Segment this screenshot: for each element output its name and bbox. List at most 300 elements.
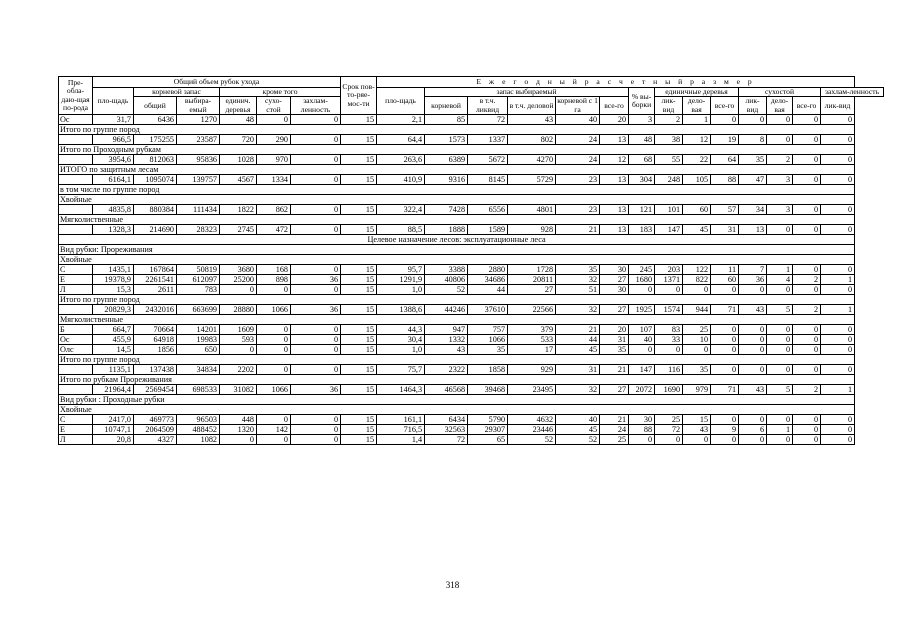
group-label: ИТОГО по защитным лесам: [59, 165, 855, 175]
group-label: в том числе по группе пород: [59, 185, 855, 195]
value-cell: 698533: [177, 385, 220, 395]
value-cell: 1291,9: [377, 275, 425, 285]
value-cell: 0: [793, 425, 821, 435]
table-row: [59, 365, 884, 375]
value-cell: 22: [683, 155, 711, 165]
value-cell: 31,7: [93, 115, 134, 125]
value-cell: 0: [655, 345, 683, 355]
species-cell: Олс: [59, 345, 93, 355]
value-cell: 0: [767, 415, 793, 425]
value-cell: 147: [655, 225, 683, 235]
value-cell: 812063: [134, 155, 177, 165]
value-cell: 0: [793, 325, 821, 335]
value-cell: 2745: [220, 225, 257, 235]
value-cell: 13: [600, 205, 629, 215]
value-cell: 40: [629, 335, 655, 345]
value-cell: 27: [508, 285, 556, 295]
value-cell: 0: [767, 285, 793, 295]
value-cell: 60: [711, 275, 739, 285]
value-cell: 64918: [134, 335, 177, 345]
value-cell: 40: [556, 115, 600, 125]
value-cell: 0: [821, 435, 855, 445]
table-row: [59, 285, 884, 295]
value-cell: 52: [508, 435, 556, 445]
value-cell: 0: [257, 365, 291, 375]
value-cell: 1332: [425, 335, 468, 345]
value-cell: 34: [739, 205, 767, 215]
value-cell: 75,7: [377, 365, 425, 375]
value-cell: 6436: [134, 115, 177, 125]
value-cell: 161,1: [377, 415, 425, 425]
header-litter: захлам-ленность: [821, 88, 884, 97]
table-row: [59, 115, 884, 125]
value-cell: 1589: [468, 225, 508, 235]
value-cell: 929: [508, 365, 556, 375]
value-cell: 2569454: [134, 385, 177, 395]
value-cell: 4567: [220, 175, 257, 185]
value-cell: 1,4: [377, 435, 425, 445]
value-cell: 43: [425, 345, 468, 355]
value-cell: 822: [683, 275, 711, 285]
value-cell: 31: [600, 335, 629, 345]
value-cell: 1858: [468, 365, 508, 375]
species-cell: С: [59, 415, 93, 425]
value-cell: 0: [257, 435, 291, 445]
value-cell: 121: [629, 205, 655, 215]
value-cell: 38: [655, 135, 683, 145]
forest-table-sheet: [58, 76, 884, 445]
value-cell: 15: [341, 225, 377, 235]
table-row: [59, 385, 884, 395]
value-cell: 36: [291, 305, 341, 315]
page-number: 318: [445, 580, 460, 590]
value-cell: 15: [341, 325, 377, 335]
group-label: Итого по группе пород: [59, 125, 855, 135]
value-cell: 22566: [508, 305, 556, 315]
value-cell: 10747,1: [93, 425, 134, 435]
value-cell: 2611: [134, 285, 177, 295]
value-cell: 35: [739, 155, 767, 165]
header-litter-liquid: лик-вид: [821, 97, 855, 115]
value-cell: 1: [821, 275, 855, 285]
value-cell: 14201: [177, 325, 220, 335]
header-single-all: все-го: [600, 97, 629, 115]
value-cell: 1,0: [377, 345, 425, 355]
section-label-row: [59, 405, 884, 415]
header-stock-removed: запас выбираемый: [425, 88, 629, 97]
value-cell: 72: [425, 435, 468, 445]
value-cell: 4: [767, 275, 793, 285]
value-cell: 5729: [508, 175, 556, 185]
value-cell: 1066: [257, 305, 291, 315]
value-cell: 248: [655, 175, 683, 185]
value-cell: 2: [767, 155, 793, 165]
species-cell: Ос: [59, 335, 93, 345]
value-cell: 13: [600, 135, 629, 145]
value-cell: 4835,8: [93, 205, 134, 215]
value-cell: 8145: [468, 175, 508, 185]
value-cell: 0: [767, 335, 793, 345]
value-cell: 88,5: [377, 225, 425, 235]
value-cell: 0: [821, 425, 855, 435]
value-cell: 0: [683, 285, 711, 295]
header-pct: % вы-борки: [629, 88, 655, 115]
value-cell: 1822: [220, 205, 257, 215]
table-row: [59, 305, 884, 315]
value-cell: 88: [711, 175, 739, 185]
value-cell: 263,6: [377, 155, 425, 165]
value-cell: 96503: [177, 415, 220, 425]
value-cell: 7: [739, 265, 767, 275]
value-cell: 0: [220, 285, 257, 295]
value-cell: 107: [629, 325, 655, 335]
value-cell: 139757: [177, 175, 220, 185]
value-cell: 0: [655, 285, 683, 295]
value-cell: 23587: [177, 135, 220, 145]
value-cell: 15: [341, 335, 377, 345]
value-cell: 0: [739, 365, 767, 375]
value-cell: 0: [821, 205, 855, 215]
value-cell: 1: [767, 265, 793, 275]
value-cell: 1028: [220, 155, 257, 165]
value-cell: 1435,1: [93, 265, 134, 275]
value-cell: 23495: [508, 385, 556, 395]
value-cell: 0: [821, 265, 855, 275]
value-cell: 2417,0: [93, 415, 134, 425]
value-cell: 245: [629, 265, 655, 275]
value-cell: 0: [821, 115, 855, 125]
value-cell: 21: [556, 325, 600, 335]
table-row: [59, 205, 884, 215]
species-cell: [59, 305, 93, 315]
value-cell: 488452: [177, 425, 220, 435]
value-cell: 15: [341, 365, 377, 375]
value-cell: 0: [739, 115, 767, 125]
value-cell: 0: [257, 345, 291, 355]
purpose-heading: Целевое назначение лесов: эксплуатационные леса: [59, 235, 855, 245]
value-cell: 83: [655, 325, 683, 335]
value-cell: 593: [220, 335, 257, 345]
value-cell: 0: [821, 345, 855, 355]
table-row: [59, 325, 884, 335]
value-cell: 0: [257, 415, 291, 425]
value-cell: 33: [655, 335, 683, 345]
value-cell: 966,5: [93, 135, 134, 145]
value-cell: 5: [767, 385, 793, 395]
value-cell: 95836: [177, 155, 220, 165]
value-cell: 8: [739, 135, 767, 145]
table-row: [59, 425, 884, 435]
header-litter-all: все-го: [793, 97, 821, 115]
value-cell: 13: [739, 225, 767, 235]
value-cell: 664,7: [93, 325, 134, 335]
value-cell: 0: [291, 365, 341, 375]
header-single-trees: единичные деревья: [655, 88, 739, 97]
value-cell: 122: [683, 265, 711, 275]
value-cell: 1: [821, 305, 855, 315]
value-cell: 3954,6: [93, 155, 134, 165]
table-row: [59, 415, 884, 425]
section-label-row: [59, 235, 884, 245]
value-cell: 0: [220, 345, 257, 355]
value-cell: 147: [629, 365, 655, 375]
value-cell: 0: [291, 225, 341, 235]
value-cell: 0: [291, 175, 341, 185]
value-cell: 48: [220, 115, 257, 125]
species-cell: [59, 175, 93, 185]
value-cell: 55: [655, 155, 683, 165]
value-cell: 2202: [220, 365, 257, 375]
value-cell: 0: [711, 435, 739, 445]
value-cell: 85: [425, 115, 468, 125]
value-cell: 1: [821, 385, 855, 395]
value-cell: 612097: [177, 275, 220, 285]
value-cell: 95,7: [377, 265, 425, 275]
value-cell: 0: [739, 435, 767, 445]
value-cell: 3: [767, 205, 793, 215]
value-cell: 6164,1: [93, 175, 134, 185]
group-label: Хвойные: [59, 255, 855, 265]
species-cell: Л: [59, 435, 93, 445]
value-cell: 6556: [468, 205, 508, 215]
value-cell: 0: [767, 365, 793, 375]
header-root-per-ha: корневой с 1 га: [557, 96, 598, 114]
value-cell: 1609: [220, 325, 257, 335]
value-cell: 1464,3: [377, 385, 425, 395]
value-cell: 2: [793, 275, 821, 285]
value-cell: 25: [600, 435, 629, 445]
value-cell: 29307: [468, 425, 508, 435]
value-cell: 25: [655, 415, 683, 425]
value-cell: 101: [655, 205, 683, 215]
value-cell: 31: [711, 225, 739, 235]
section-label-row: [59, 185, 884, 195]
value-cell: 15: [341, 285, 377, 295]
value-cell: 34686: [468, 275, 508, 285]
value-cell: 35: [600, 345, 629, 355]
value-cell: 2880: [468, 265, 508, 275]
value-cell: 0: [821, 155, 855, 165]
value-cell: 970: [257, 155, 291, 165]
header-littering: захлам-ленность: [291, 97, 341, 115]
value-cell: 304: [629, 175, 655, 185]
header-root2: корневой: [425, 97, 468, 115]
value-cell: 4801: [508, 205, 556, 215]
value-cell: 0: [291, 435, 341, 445]
value-cell: 44: [468, 285, 508, 295]
value-cell: 1574: [655, 305, 683, 315]
value-cell: 7428: [425, 205, 468, 215]
header-single: единич. деревья: [220, 97, 257, 115]
value-cell: 448: [220, 415, 257, 425]
value-cell: 0: [257, 325, 291, 335]
value-cell: 0: [739, 325, 767, 335]
value-cell: 0: [291, 135, 341, 145]
value-cell: 35: [468, 345, 508, 355]
value-cell: 0: [711, 335, 739, 345]
value-cell: 20811: [508, 275, 556, 285]
value-cell: 32563: [425, 425, 468, 435]
value-cell: 15: [341, 425, 377, 435]
value-cell: 24: [556, 135, 600, 145]
value-cell: 19: [711, 135, 739, 145]
value-cell: 48: [629, 135, 655, 145]
value-cell: 43: [683, 425, 711, 435]
value-cell: 716,5: [377, 425, 425, 435]
table-row: [59, 155, 884, 165]
value-cell: 0: [767, 435, 793, 445]
value-cell: 31: [556, 365, 600, 375]
value-cell: 6: [739, 425, 767, 435]
value-cell: 36: [291, 275, 341, 285]
value-cell: 862: [257, 205, 291, 215]
value-cell: 880384: [134, 205, 177, 215]
value-cell: 0: [291, 115, 341, 125]
value-cell: 44246: [425, 305, 468, 315]
value-cell: 2432016: [134, 305, 177, 315]
value-cell: 2: [793, 305, 821, 315]
value-cell: 15: [341, 205, 377, 215]
value-cell: 43: [739, 385, 767, 395]
value-cell: 32: [556, 305, 600, 315]
value-cell: 0: [711, 365, 739, 375]
value-cell: 20: [600, 325, 629, 335]
value-cell: 6389: [425, 155, 468, 165]
value-cell: 37610: [468, 305, 508, 315]
value-cell: 0: [291, 205, 341, 215]
value-cell: 5: [767, 305, 793, 315]
value-cell: 30: [600, 285, 629, 295]
header-total: общий: [134, 97, 177, 115]
value-cell: 71: [711, 305, 739, 315]
value-cell: 13: [600, 175, 629, 185]
value-cell: 64: [711, 155, 739, 165]
value-cell: 50819: [177, 265, 220, 275]
value-cell: 9316: [425, 175, 468, 185]
value-cell: 71: [711, 385, 739, 395]
value-cell: 802: [508, 135, 556, 145]
value-cell: 28880: [220, 305, 257, 315]
value-cell: 0: [821, 135, 855, 145]
value-cell: 1320: [220, 425, 257, 435]
value-cell: 1270: [177, 115, 220, 125]
value-cell: 0: [793, 345, 821, 355]
value-cell: 5672: [468, 155, 508, 165]
species-cell: [59, 365, 93, 375]
value-cell: 290: [257, 135, 291, 145]
value-cell: 72: [655, 425, 683, 435]
value-cell: 15,3: [93, 285, 134, 295]
value-cell: 1334: [257, 175, 291, 185]
header-area: пло-щадь: [93, 88, 134, 115]
header-except: кроме того: [220, 88, 341, 97]
value-cell: 27: [600, 305, 629, 315]
value-cell: 0: [793, 265, 821, 275]
value-cell: 137438: [134, 365, 177, 375]
value-cell: 0: [821, 325, 855, 335]
value-cell: 0: [220, 435, 257, 445]
value-cell: 13: [600, 225, 629, 235]
value-cell: 19378,9: [93, 275, 134, 285]
value-cell: 0: [711, 415, 739, 425]
value-cell: 72: [468, 115, 508, 125]
value-cell: 15: [341, 435, 377, 445]
value-cell: 6434: [425, 415, 468, 425]
table-row: [59, 265, 884, 275]
value-cell: 24: [600, 425, 629, 435]
value-cell: 2072: [629, 385, 655, 395]
species-cell: С: [59, 265, 93, 275]
value-cell: 0: [793, 365, 821, 375]
header-species: Пре-обла-даю-щая по-рода: [59, 77, 93, 115]
section-label-row: [59, 395, 884, 405]
value-cell: 0: [767, 345, 793, 355]
value-cell: 10: [683, 335, 711, 345]
value-cell: 15: [683, 415, 711, 425]
value-cell: 19983: [177, 335, 220, 345]
value-cell: 379: [508, 325, 556, 335]
value-cell: 43: [508, 115, 556, 125]
value-cell: 64,4: [377, 135, 425, 145]
species-cell: [59, 225, 93, 235]
value-cell: 32: [556, 275, 600, 285]
value-cell: 1095074: [134, 175, 177, 185]
section-label-row: [59, 295, 884, 305]
value-cell: 0: [257, 115, 291, 125]
value-cell: 5790: [468, 415, 508, 425]
annual-cutting-table: [58, 76, 884, 445]
value-cell: 2064509: [134, 425, 177, 435]
table-row: [59, 435, 884, 445]
value-cell: 57: [711, 205, 739, 215]
value-cell: 0: [793, 225, 821, 235]
value-cell: 40806: [425, 275, 468, 285]
value-cell: 21: [556, 225, 600, 235]
value-cell: 60: [683, 205, 711, 215]
value-cell: 52: [425, 285, 468, 295]
value-cell: 105: [683, 175, 711, 185]
header-single-commercial: дело-вая: [683, 97, 711, 115]
value-cell: 43: [739, 305, 767, 315]
table-row: [59, 225, 884, 235]
value-cell: 0: [767, 115, 793, 125]
value-cell: 2322: [425, 365, 468, 375]
value-cell: 757: [468, 325, 508, 335]
value-cell: 44: [556, 335, 600, 345]
value-cell: 51: [556, 285, 600, 295]
species-cell: [59, 155, 93, 165]
section-label-row: [59, 245, 884, 255]
value-cell: 720: [220, 135, 257, 145]
table-row: [59, 335, 884, 345]
value-cell: 0: [821, 285, 855, 295]
value-cell: 24: [556, 155, 600, 165]
value-cell: 1925: [629, 305, 655, 315]
value-cell: 36: [739, 275, 767, 285]
value-cell: 47: [739, 175, 767, 185]
value-cell: 4270: [508, 155, 556, 165]
group-label: Мягколиственные: [59, 315, 855, 325]
value-cell: 1371: [655, 275, 683, 285]
value-cell: 52: [556, 435, 600, 445]
value-cell: 15: [341, 385, 377, 395]
value-cell: 65: [468, 435, 508, 445]
value-cell: 1690: [655, 385, 683, 395]
value-cell: 0: [821, 415, 855, 425]
value-cell: 175255: [134, 135, 177, 145]
value-cell: 533: [508, 335, 556, 345]
value-cell: 0: [793, 135, 821, 145]
